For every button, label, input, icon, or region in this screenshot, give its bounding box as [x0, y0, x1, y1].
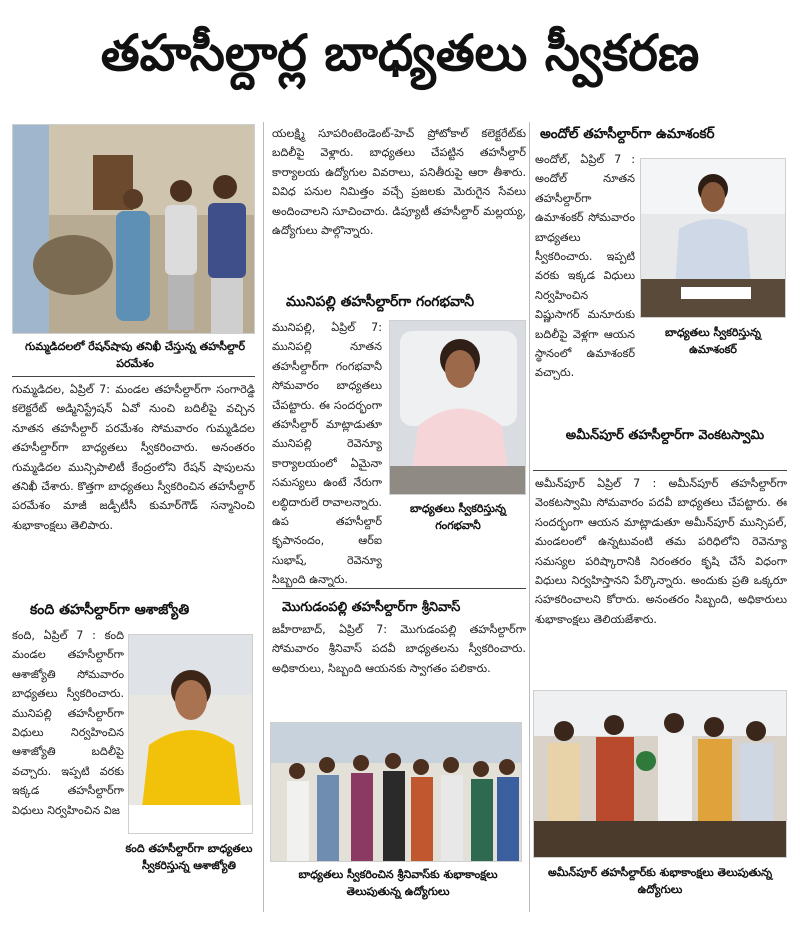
photo-gangabhavani: [389, 320, 526, 495]
srinivas-group-illustration: [271, 723, 522, 862]
heading-kandi: కంది తహసీల్దార్‌గా ఆశాజ్యోతి: [30, 602, 190, 618]
photo-ashajyothi: [128, 634, 253, 834]
story-andol: అందోల్, ఏప్రిల్ 7 : అందోల్ నూతన తహసీల్దార్‌గా ఉమాశంకర్ సోమవారం బాధ్యతలు స్వీకరించారు. ఇప్పటి వరకు ఇక్కడ విధులు నిర్వహించిన విష్ణుసాగర్ మనూరుకు బదిలీపై వెళ్లగా ఆయన స్థానంలో ఉమాశంకర్ వచ్చారు.: [535, 153, 635, 380]
photo-caption-umashankar: బాధ్యతలు స్వీకరిస్తున్న ఉమాశంకర్: [665, 326, 761, 356]
divider: [12, 376, 255, 377]
column-divider-2: [529, 122, 530, 912]
heading-ameenpur: అమీన్‌పూర్ తహసీల్దార్‌గా వెంకటస్వామి: [565, 428, 765, 443]
photo-srinivas-greetings: [270, 722, 522, 862]
photo-umashankar: [640, 158, 786, 318]
story-continued: యలక్ష్మి సూపరింటెండెంట్-హెచ్ ప్రోటోకాల్ కలెక్టరేట్‌కు బదిలీపై వెళ్లారు. బాధ్యతలు చేపట్టిన తహసీల్దార్ కార్యాలయ ఉద్యోగుల వివరాలు, పనితీరుపై ఆరా తీశారు. వివిధ పనుల నిమిత్తం వచ్చే ప్రజలకు మెరుగైన సేవలు అందించాలని సూచించారు. డిప్యూటీ తహసీల్దార్ మల్లయ్య, ఉద్యోగులు పాల్గొన్నారు.: [272, 127, 526, 238]
story-munipalli-left: మునిపల్లి, ఏప్రిల్ 7: మునిపల్లి నూతన తహసీల్దార్‌గా గంగభవానీ సోమవారం బాధ్యతలు చేపట్టారు. ఈ సందర్భంగా తహసీల్దార్ మాట్లాడుతూ మునిపల్లి రెవెన్యూ కార్యాలయంలో ఏమైనా సమస్యలు ఉంటే నేరుగా లబ్ధిదారులే రావాలన్నారు. ఉప తహసీల్దార్ కృపానందం, ఆర్‌ఐ సుభాష్, రెవెన్యూ సిబ్బంది ఉన్నారు.: [272, 321, 382, 587]
heading-andol: అందోల్ తహసీల్దార్‌గా ఉమాశంకర్: [540, 126, 715, 142]
photo-caption-ration-shop: గుమ్మడిదలలో రేషన్‌షాపు తనిఖీ చేస్తున్న తహసీల్దార్ పరమేశం: [25, 340, 245, 370]
story-kandi: కంది, ఏప్రిల్ 7 : కంది మండల తహసీల్దార్‌గా ఆశాజ్యోతి సోమవారం బాధ్యతలు స్వీకరించారు. మునిపల్లి తహసీల్దార్‌గా విధులు నిర్వహించిన ఆశాజ్యోతి బదిలీపై వచ్చారు. ఇప్పటి వరకు ఇక్కడ తహసీల్దార్‌గా విధులు నిర్వహించిన విజ: [12, 629, 124, 817]
photo-caption-ashajyothi: కంది తహసీల్దార్‌గా బాధ్యతలు స్వీకరిస్తున్న ఆశాజ్యోతి: [125, 842, 253, 872]
ameenpur-group-illustration: [534, 691, 787, 858]
photo-caption-gangabhavani: బాధ్యతలు స్వీకరిస్తున్న గంగభవానీ: [410, 502, 506, 532]
heading-munipalli: మునిపల్లి తహసీల్దార్‌గా గంగభవానీ: [286, 294, 475, 310]
story-gummadidala: గుమ్మడిదల, ఏప్రిల్ 7: మండల తహసీల్దార్‌గా సంగారెడ్డి కలెక్టరేట్ అడ్మినిస్ట్రేషన్ ఏవో నుంచి బదిలీపై వచ్చిన నూతన తహసీల్దార్ పరమేశం సోమవారం గుమ్మడిదల తహసీల్దార్‌గా బాధ్యతలు స్వీకరించారు. అనంతరం గుమ్మడిదల మున్సిపాలిటీ కేంద్రంలోని రేషన్ షాపులను తనిఖీ చేశారు. కొత్తగా బాధ్యతలు స్వీకరించిన తహసీల్దార్ పరమేశం మాజీ జడ్పీటీసీ కుమార్‌గౌడ్ సన్మానించి శుభాకాంక్షలు తెలిపారు.: [12, 383, 255, 532]
photo-caption-srinivas: బాధ్యతలు స్వీకరించిన శ్రీనివాస్‌కు శుభాకాంక్షలు తెలుపుతున్న ఉద్యోగులు: [298, 868, 498, 898]
umashankar-illustration: [641, 159, 786, 318]
column-divider-1: [263, 122, 264, 912]
heading-mogudampalli: మొగుడంపల్లి తహసీల్దార్‌గా శ్రీనివాస్: [282, 600, 461, 615]
gangabhavani-illustration: [390, 321, 526, 495]
photo-ameenpur-greetings: [533, 690, 787, 858]
story-mogudampalli: జహీరాబాద్, ఏప్రిల్ 7: మొగుడంపల్లి తహసీల్దార్‌గా సోమవారం శ్రీనివాస్ పదవీ బాధ్యతలను స్వీకరించారు. అధికారులు, సిబ్బంది ఆయనకు స్వాగతం పలికారు.: [272, 623, 526, 675]
ashajyothi-illustration: [129, 635, 253, 834]
ration-shop-illustration: [13, 125, 255, 334]
divider: [533, 470, 787, 471]
photo-ration-shop-inspection: [12, 124, 255, 334]
story-ameenpur: అమీన్‌పూర్ ఏప్రిల్ 7 : అమీన్‌పూర్ తహసీల్దార్‌గా వెంకటస్వామి సోమవారం పదవీ బాధ్యతలు చేపట్టారు. ఈ సందర్భంగా ఆయన మాట్లాడుతూ అమీన్‌పూర్ మున్సిపల్, మండలంలో ఉన్నటువంటి తమ పరిధిలోని రెవెన్యూ సమస్యల పరిష్కారానికి నిరంతరం కృషి చేసే విధంగా విధులు నిర్వహిస్తానని పేర్కొన్నారు. అందుకు ప్రతి ఒక్కరూ సహకరించాలని కోరారు. అనంతరం సిబ్బంది, అధికారులు శుభాకాంక్షలు తెలియజేశారు.: [535, 477, 787, 626]
page-headline: తహసీల్దార్ల బాధ్యతలు స్వీకరణ: [100, 24, 700, 82]
photo-caption-ameenpur: అమీన్‌పూర్ తహసీల్దార్‌కు శుభాకాంక్షలు తెలుపుతున్న ఉద్యోగులు: [547, 866, 773, 896]
divider: [272, 588, 526, 589]
